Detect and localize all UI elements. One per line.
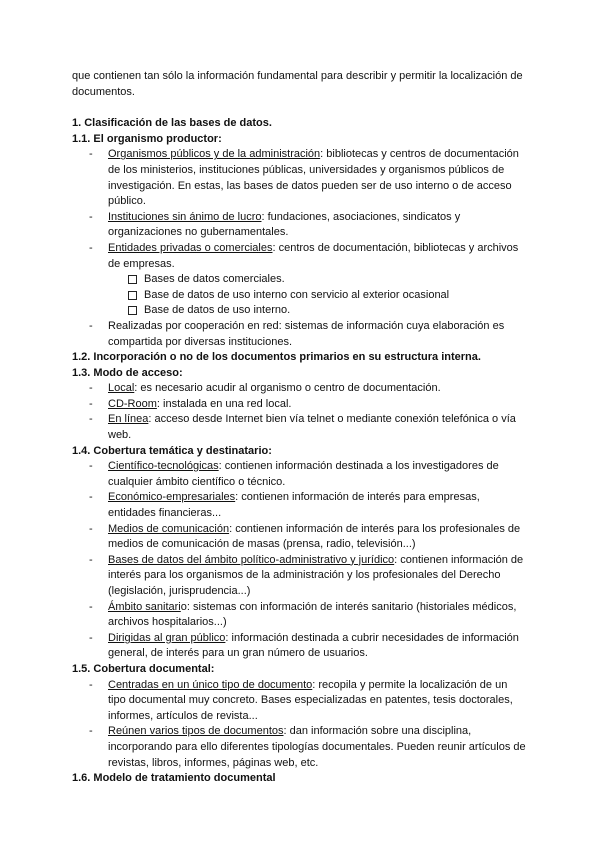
item-term: Medios de comunicación bbox=[108, 522, 230, 535]
heading-1-5: 1.5. Cobertura documental: bbox=[72, 662, 215, 675]
checkbox-item bbox=[128, 288, 528, 304]
item-term: Entidades privadas o comerciales bbox=[108, 241, 273, 254]
item-text: : centros de documentación, bibliotecas y archivos de empresas. bbox=[108, 241, 519, 270]
heading-1-4: 1.4. Cobertura temática y destinatario: bbox=[72, 444, 272, 457]
item-text: : fundaciones, asociaciones, sindicatos y organizaciones no gubernamentales. bbox=[108, 210, 461, 239]
item-text: : instalada en una red local. bbox=[156, 397, 292, 410]
list-item bbox=[72, 241, 528, 272]
list-1-4 bbox=[72, 459, 528, 662]
item-text: : recopila y permite la localización de un tipo documental muy concreto. Bases especializadas en patentes, tesis doctorales, informes, artículos de revista... bbox=[108, 678, 513, 722]
item-term: Científico-tecnológicas bbox=[108, 460, 219, 473]
item-text: o: sistemas con información de interés sanitario (historiales médicos, archivos hospitalarios...) bbox=[108, 600, 517, 629]
list-item bbox=[72, 319, 528, 350]
item-text: : bibliotecas y centros de documentación de los ministerios, instituciones públicas, universidades y organismos públicos de investigación. En estas, las bases de datos pueden ser de uso interno o de acceso público. bbox=[108, 148, 519, 208]
heading-1-2: 1.2. Incorporación o no de los documentos primarios en su estructura interna. bbox=[72, 351, 481, 364]
checkbox-icon[interactable] bbox=[128, 306, 137, 315]
item-text: : contienen información destinada a los investigadores de cualquier ámbito científico o técnico. bbox=[108, 460, 499, 488]
item-text: : acceso desde Internet bien vía telnet o mediante conexión telefónica o vía web. bbox=[108, 413, 516, 442]
item-term: Dirigidas al gran público bbox=[108, 631, 226, 644]
list-item bbox=[72, 459, 528, 490]
list-1-1-cont bbox=[72, 319, 528, 350]
item-term: Ámbito sanitari bbox=[108, 600, 181, 613]
item-text: : contienen información de interés para empresas, entidades financieras... bbox=[108, 491, 480, 520]
item-text: : contienen información de interés para los profesionales de medios de comunicación de masas (prensa, radio, televisión...) bbox=[108, 522, 521, 551]
list-item bbox=[72, 724, 528, 771]
checkbox-list bbox=[72, 272, 528, 319]
heading-1: 1. Clasificación de las bases de datos. bbox=[72, 117, 272, 130]
item-term: Reúnen varios tipos de documentos bbox=[108, 725, 284, 738]
item-text: : información destinada a cubrir necesidades de información general, de interés para un gran número de usuarios. bbox=[108, 631, 519, 660]
item-text: Realizadas por cooperación en red: sistemas de información cuya elaboración es compartida por diversas instituciones. bbox=[108, 319, 505, 348]
item-term: CD-Room bbox=[108, 397, 157, 410]
list-1-1 bbox=[72, 147, 528, 272]
list-1-5 bbox=[72, 678, 528, 772]
list-item bbox=[72, 631, 528, 662]
item-term: Organismos públicos y de la administración bbox=[108, 148, 321, 161]
item-term: Bases de datos del ámbito político-administrativo y jurídico bbox=[108, 553, 395, 566]
list-item bbox=[72, 147, 528, 209]
checkbox-icon[interactable] bbox=[128, 275, 137, 284]
list-item bbox=[72, 397, 528, 413]
checkbox-icon[interactable] bbox=[128, 291, 137, 300]
heading-1-1: 1.1. El organismo productor: bbox=[72, 132, 222, 145]
item-term: Centradas en un único tipo de documento bbox=[108, 678, 313, 691]
list-item bbox=[72, 600, 528, 631]
item-text: : dan información sobre una disciplina, incorporando para ello diferentes tipologías documentales. Pueden reunir artículos de revistas, libros, informes, páginas web, etc. bbox=[108, 725, 526, 769]
list-item bbox=[72, 412, 528, 443]
list-item bbox=[72, 678, 528, 725]
list-item bbox=[72, 522, 528, 553]
checkbox-item bbox=[128, 272, 528, 288]
checkbox-label: Bases de datos comerciales. bbox=[144, 273, 285, 286]
document-page bbox=[72, 69, 528, 787]
intro-paragraph: que contienen tan sólo la información fundamental para describir y permitir la localización de documentos. bbox=[72, 70, 523, 98]
item-text: : contienen información de interés para los organismos de la administración y los profesionales del Derecho (legislación, jurisprudencia...) bbox=[108, 553, 524, 597]
checkbox-item bbox=[128, 303, 528, 319]
list-item bbox=[72, 553, 528, 600]
item-term: Local bbox=[108, 382, 135, 395]
item-text: : es necesario acudir al organismo o centro de documentación. bbox=[134, 382, 441, 395]
checkbox-label: Base de datos de uso interno con servicio al exterior ocasional bbox=[144, 288, 450, 301]
list-item bbox=[72, 490, 528, 521]
list-item bbox=[72, 381, 528, 397]
item-term: En línea bbox=[108, 413, 149, 426]
heading-1-3: 1.3. Modo de acceso: bbox=[72, 366, 183, 379]
list-1-3 bbox=[72, 381, 528, 443]
checkbox-label: Base de datos de uso interno. bbox=[144, 304, 291, 317]
list-item bbox=[72, 210, 528, 241]
item-term: Económico-empresariales bbox=[108, 491, 236, 504]
heading-1-6: 1.6. Modelo de tratamiento documental bbox=[72, 772, 276, 785]
item-term: Instituciones sin ánimo de lucro bbox=[108, 210, 262, 223]
